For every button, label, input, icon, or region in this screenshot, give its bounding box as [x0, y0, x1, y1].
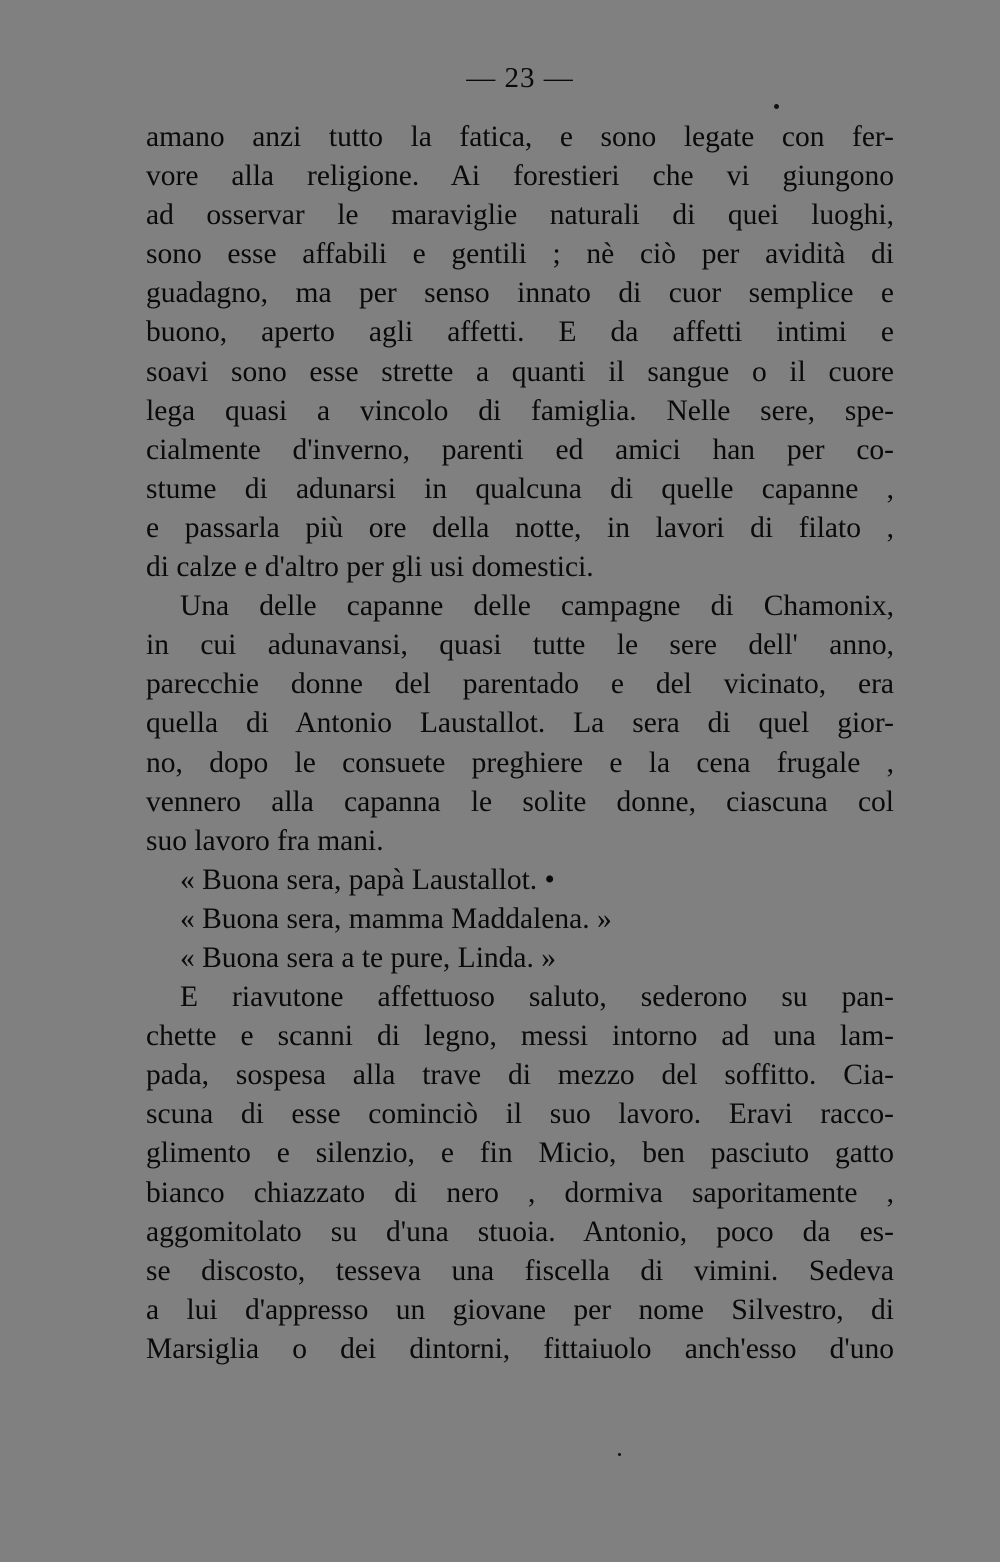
text-line: se discosto, tesseva una fiscella di vimini. Sedeva — [146, 1254, 894, 1287]
text-line: chette e scanni di legno, messi intorno ad una lam- — [146, 1020, 894, 1053]
text-line: e passarla più ore della notte, in lavori di filato , — [146, 511, 894, 544]
text-line: ad osservar le maraviglie naturali di quei luoghi, — [146, 199, 894, 232]
text-line: parecchie donne del parentado e del vicinato, era — [146, 668, 894, 701]
text-line: vennero alla capanna le solite donne, ciascuna col — [146, 785, 894, 818]
text-line: quella di Antonio Laustallot. La sera di quel gior- — [146, 707, 894, 740]
text-line: suo lavoro fra mani. — [146, 824, 384, 857]
text-line: in cui adunavansi, quasi tutte le sere dell' anno, — [146, 629, 894, 662]
text-line: « Buona sera, mamma Maddalena. » — [180, 902, 612, 935]
text-line: no, dopo le consuete preghiere e la cena frugale , — [146, 746, 894, 779]
text-line: buono, aperto agli affetti. E da affetti intimi e — [146, 316, 894, 349]
text-line: Marsiglia o dei dintorni, fittaiuolo anch'esso d'uno — [146, 1332, 894, 1365]
speck-mark — [618, 1453, 621, 1456]
text-line: a lui d'appresso un giovane per nome Silvestro, di — [146, 1293, 894, 1326]
text-line: « Buona sera a te pure, Linda. » — [180, 941, 556, 974]
text-line: Una delle capanne delle campagne di Chamonix, — [180, 590, 894, 623]
text-line: guadagno, ma per senso innato di cuor semplice e — [146, 277, 894, 310]
text-line: « Buona sera, papà Laustallot. • — [180, 863, 555, 896]
speck-mark — [774, 104, 779, 109]
text-line: bianco chiazzato di nero , dormiva saporitamente , — [146, 1176, 894, 1209]
text-line: aggomitolato su d'una stuoia. Antonio, poco da es- — [146, 1215, 894, 1248]
body-text — [146, 118, 894, 1369]
page-number: — 23 — — [466, 62, 574, 94]
text-line: glimento e silenzio, e fin Micio, ben pasciuto gatto — [146, 1137, 894, 1170]
text-line: scuna di esse cominciò il suo lavoro. Eravi racco- — [146, 1098, 894, 1131]
text-line: stume di adunarsi in qualcuna di quelle capanne , — [146, 472, 894, 505]
text-line: pada, sospesa alla trave di mezzo del soffitto. Cia- — [146, 1059, 894, 1092]
text-line: di calze e d'altro per gli usi domestici. — [146, 551, 594, 584]
text-line: sono esse affabili e gentili ; nè ciò per avidità di — [146, 238, 894, 271]
text-line: vore alla religione. Ai forestieri che vi giungono — [146, 160, 894, 193]
text-line: lega quasi a vincolo di famiglia. Nelle sere, spe- — [146, 394, 894, 427]
text-line: amano anzi tutto la fatica, e sono legate con fer- — [146, 121, 894, 153]
text-line: cialmente d'inverno, parenti ed amici han per co- — [146, 433, 894, 466]
text-line: E riavutone affettuoso saluto, sederono su pan- — [180, 981, 894, 1014]
text-line: soavi sono esse strette a quanti il sangue o il cuore — [146, 355, 894, 388]
